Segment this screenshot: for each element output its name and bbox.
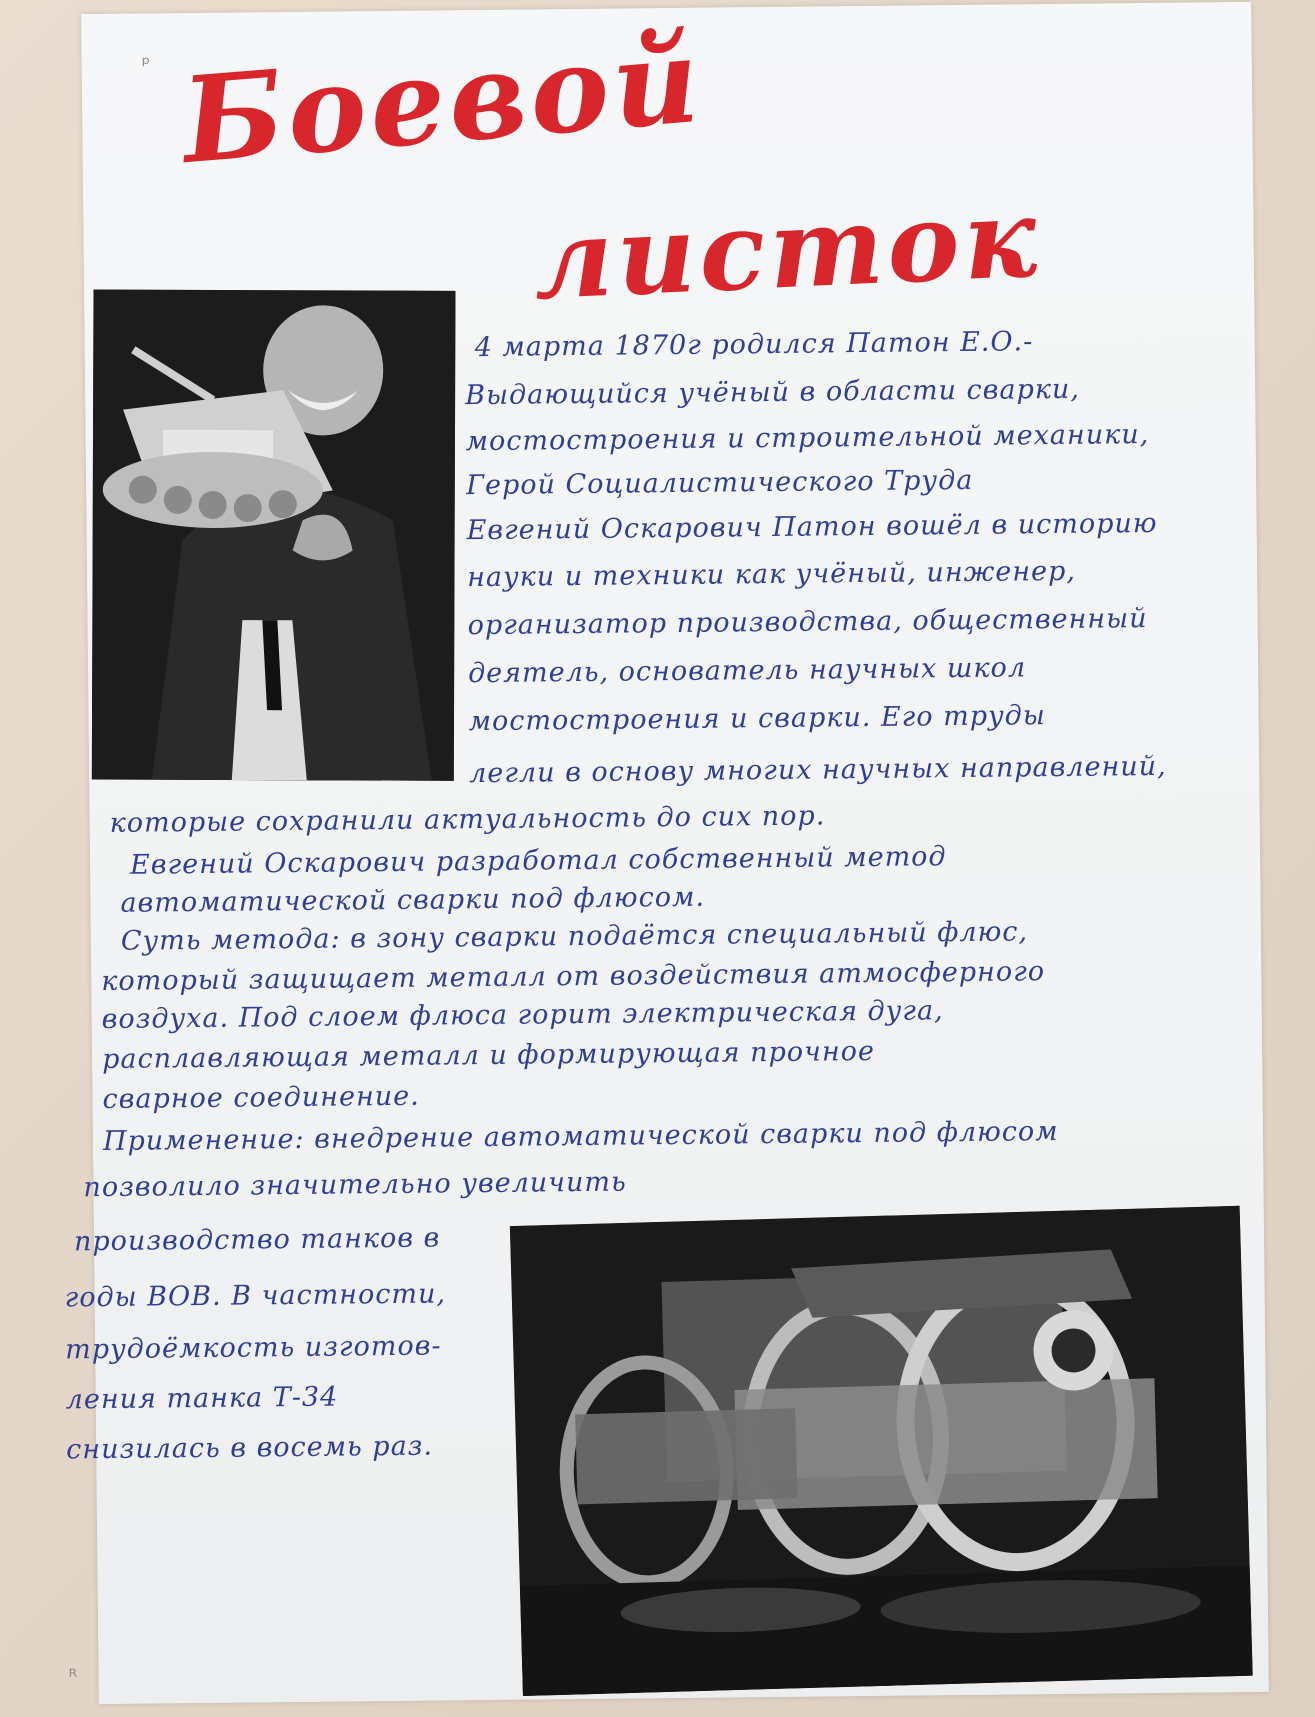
- text-line: расплавляющая металл и формирующая прочное: [101, 1035, 876, 1076]
- text-line: деятель, основатель научных школ: [467, 652, 1027, 690]
- text-line: мостостроения и сварки. Его труды: [468, 700, 1046, 738]
- text-line: легли в основу многих научных направлений,: [468, 750, 1167, 790]
- text-line: Суть метода: в зону сварки подаётся специальный флюс,: [120, 916, 1029, 957]
- text-line: позволило значительно увеличить: [83, 1166, 627, 1204]
- factory-photo-graphic: [510, 1206, 1253, 1696]
- text-line: Герой Социалистического Труда: [465, 464, 974, 502]
- portrait-photo: [92, 290, 456, 781]
- text-line: снизилась в восемь раз.: [66, 1430, 434, 1466]
- text-line: Применение: внедрение автоматической сварки под флюсом: [102, 1115, 1059, 1158]
- text-line: Выдающийся учёный в области сварки,: [465, 373, 1081, 412]
- portrait-photo-graphic: [92, 290, 456, 781]
- text-line: который защищает металл от воздействия атмосферного: [101, 956, 1046, 998]
- text-line: Евгений Оскарович разработал собственный метод: [129, 841, 947, 881]
- poster-title-line-1: Боевой: [177, 9, 708, 191]
- text-line: мостостроения и строительной механики,: [465, 419, 1150, 458]
- text-line: сварное соединение.: [102, 1080, 420, 1116]
- text-line: годы ВОВ. В частности,: [64, 1278, 447, 1314]
- corner-mark-bottom: ᴿ: [68, 1664, 78, 1689]
- text-line: науки и техники как учёный, инженер,: [466, 555, 1077, 594]
- poster-sheet: [64, 2, 1269, 1704]
- text-line: Евгений Оскарович Патон вошёл в историю: [466, 507, 1158, 547]
- text-line: которые сохранили актуальность до сих пор.: [109, 800, 826, 839]
- text-line: автоматической сварки под флюсом.: [120, 881, 706, 919]
- factory-photo: [510, 1206, 1253, 1696]
- corner-mark-top: ᵖ: [141, 51, 151, 76]
- text-line: производство танков в: [73, 1222, 441, 1258]
- text-line: ления танка Т-34: [65, 1381, 339, 1416]
- text-line: организатор производства, общественный: [467, 603, 1148, 642]
- poster-title-line-2: листок: [531, 175, 1044, 325]
- text-line: трудоёмкость изготов-: [65, 1330, 442, 1366]
- text-line: 4 марта 1870г родился Патон Е.О.-: [474, 326, 1034, 364]
- text-line: воздуха. Под слоем флюса горит электрическая дуга,: [101, 995, 944, 1036]
